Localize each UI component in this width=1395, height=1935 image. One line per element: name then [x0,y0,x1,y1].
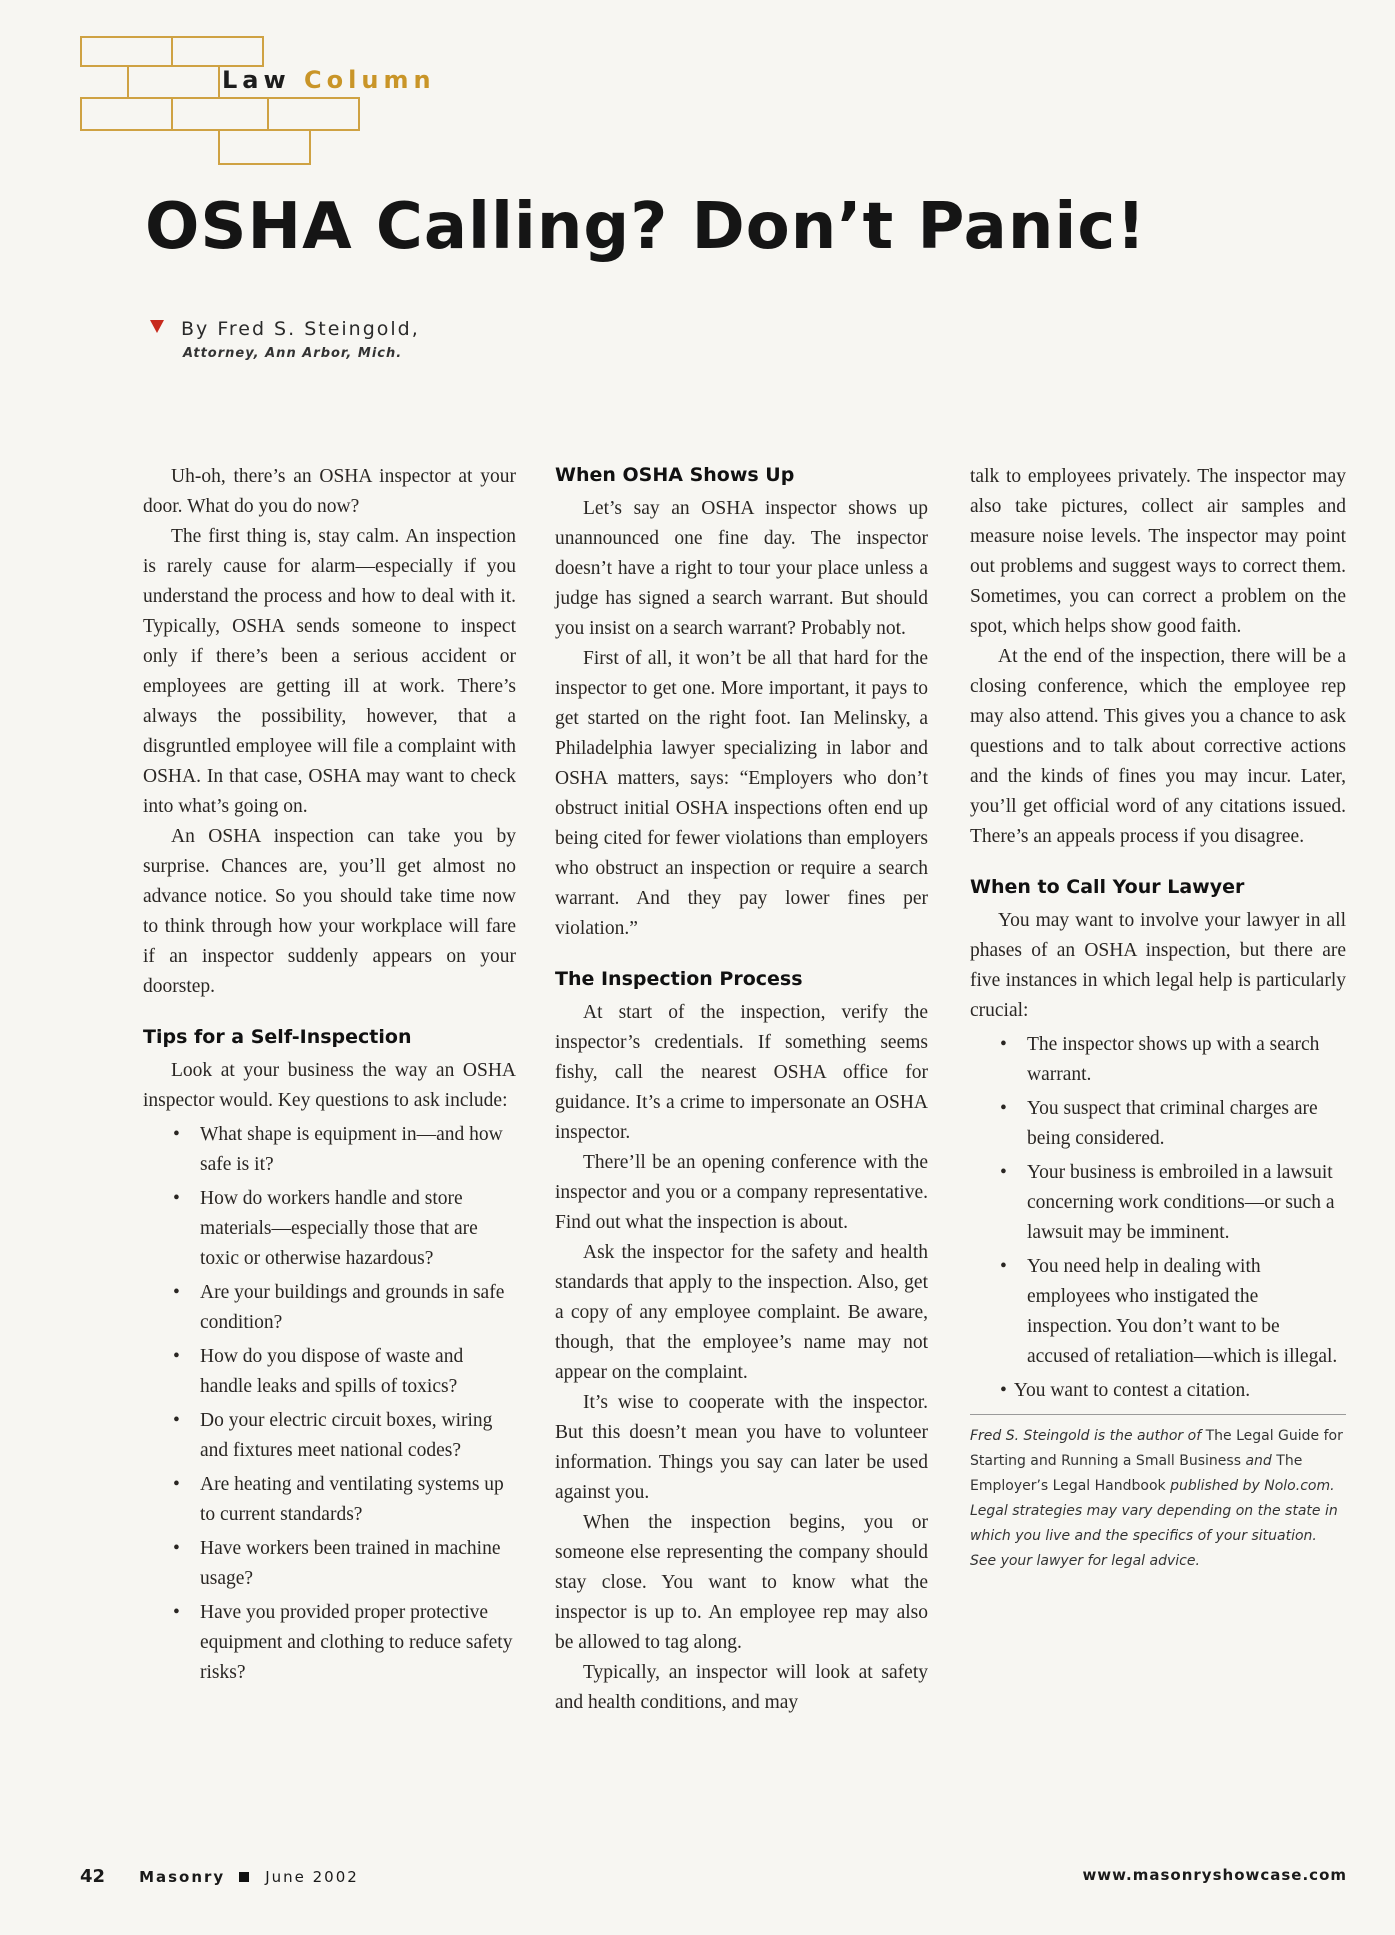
paragraph: The first thing is, stay calm. An inspection is rarely cause for alarm—especially if you understand the process and how to deal with it. Typically, OSHA sends someone to inspect only if there’s been a serious accident or employees are getting ill at work. There’s always the possibility, however, that a disgruntled employee will file a complaint with OSHA. In that case, OSHA may want to check into what’s going on. [143,526,516,817]
brick-shape [80,97,173,131]
brick-shape [267,97,360,131]
list-item: • How do you dispose of waste and handle leaks and spills of toxics? [143,1342,516,1402]
list-item: • Have workers been trained in machine usage? [143,1534,516,1594]
byline-author: By Fred S. Steingold, [181,318,420,340]
list-item: • How do workers handle and store materials—especially those that are toxic or otherwise hazardous? [143,1184,516,1274]
paragraph: There’ll be an opening conference with the inspector and you or a company representative. Find out what the inspection is about. [555,1152,928,1233]
brick-shape [127,65,220,99]
paragraph: You may want to involve your lawyer in all phases of an OSHA inspection, but there are five instances in which legal help is particularly crucial: [970,910,1346,1021]
magazine-name: Masonry [139,1868,226,1886]
note-text: Fred S. Steingold is the author of [970,1428,1206,1444]
list-item: • Do your electric circuit boxes, wiring and fixtures meet national codes? [143,1406,516,1466]
author-note [970,1414,1346,1574]
paragraph: It’s wise to cooperate with the inspector. But this doesn’t mean you have to volunteer information. Things you say can later be used against you. [555,1392,928,1503]
note-text: published by Nolo.com. Legal strategies may vary depending on the state in which you live and the specifics of your situation. See your lawyer for legal advice. [970,1478,1338,1569]
brick-shape [171,97,269,131]
paragraph: At the end of the inspection, there will be a closing conference, which the employee rep may also attend. This gives you a chance to ask questions and to talk about corrective actions and the kinds of fines you may incur. Later, you’ll get official word of any citations issued. There’s an appeals process if you disagree. [970,646,1346,847]
paragraph: talk to employees privately. The inspector may also take pictures, collect air samples and measure noise levels. The inspector may point out problems and suggest ways to correct them. Sometimes, you can correct a problem on the spot, which helps show good faith. [970,466,1346,637]
triangle-bullet-icon [150,320,164,333]
article-column-3 [970,462,1346,1574]
checklist [143,1120,516,1688]
paragraph: First of all, it won’t be all that hard for the inspector to get one. More important, it pays to get started on the right foot. Ian Melinsky, a Philadelphia lawyer specializing in labor and OSHA matters, says: “Employers who don’t obstruct initial OSHA inspections often end up being cited for fewer violations than employers who obstruct an inspection or require a search warrant. And they pay lower fines per violation.” [555,648,928,939]
paragraph: At start of the inspection, verify the inspector’s credentials. If something seems fishy, call the nearest OSHA office for guidance. It’s a crime to impersonate an OSHA inspector. [555,1002,928,1143]
column-label-word2: Column [304,66,436,94]
article-column-2 [555,462,928,1718]
list-item: • Your business is embroiled in a lawsuit concerning work conditions—or such a lawsuit may be imminent. [970,1158,1346,1248]
checklist [970,1030,1346,1406]
book-title: The Employer’s Legal Handbook [970,1453,1303,1494]
square-separator-icon [239,1872,249,1882]
brick-shape [171,36,264,67]
section-heading: When to Call Your Lawyer [970,876,1245,898]
paragraph: Ask the inspector for the safety and health standards that apply to the inspection. Also, get a copy of any employee complaint. Be aware, though, that the employee’s name may not appear on the complaint. [555,1242,928,1383]
list-item: • You want to contest a citation. [970,1376,1346,1406]
byline-title: Attorney, Ann Arbor, Mich. [183,346,403,361]
footer-url: www.masonryshowcase.com [1082,1866,1347,1884]
list-item: • You suspect that criminal charges are being considered. [970,1094,1346,1154]
paragraph: Let’s say an OSHA inspector shows up unannounced one fine day. The inspector doesn’t have a right to tour your place unless a judge has signed a search warrant. But should you insist on a search warrant? Probably not. [555,498,928,639]
brick-shape [218,129,311,165]
issue-date: June 2002 [265,1868,359,1886]
byline [150,318,420,361]
paragraph: Look at your business the way an OSHA inspector would. Key questions to ask include: [143,1060,516,1111]
column-label [222,66,436,94]
section-heading: Tips for a Self-Inspection [143,1026,412,1048]
paragraph: When the inspection begins, you or someone else representing the company should stay close. You want to know what the inspector is up to. An employee rep may also be allowed to tag along. [555,1512,928,1653]
list-item: • Are heating and ventilating systems up to current standards? [143,1470,516,1530]
section-heading: When OSHA Shows Up [555,464,795,486]
book-title: The Legal Guide for Starting and Running a Small Business [970,1428,1343,1469]
headline: OSHA Calling? Don’t Panic! [145,190,1147,264]
list-item: • What shape is equipment in—and how safe is it? [143,1120,516,1180]
paragraph: Typically, an inspector will look at safety and health conditions, and may [555,1662,928,1713]
list-item: • The inspector shows up with a search warrant. [970,1030,1346,1090]
section-heading: The Inspection Process [555,968,803,990]
list-item: • Have you provided proper protective equipment and clothing to reduce safety risks? [143,1598,516,1688]
footer-left [80,1866,359,1887]
page-number: 42 [80,1866,106,1887]
brick-shape [80,36,173,67]
article-column-1 [143,462,516,1692]
list-item: • You need help in dealing with employees who instigated the inspection. You don’t want to be accused of retaliation—which is illegal. [970,1252,1346,1372]
note-text: and [1241,1453,1277,1469]
paragraph: Uh-oh, there’s an OSHA inspector at your door. What do you do now? [143,466,516,517]
column-label-word1: Law [222,66,291,94]
paragraph: An OSHA inspection can take you by surprise. Chances are, you’ll get almost no advance notice. So you should take time now to think through how your workplace will fare if an inspector suddenly appears on your doorstep. [143,826,516,997]
list-item: • Are your buildings and grounds in safe condition? [143,1278,516,1338]
